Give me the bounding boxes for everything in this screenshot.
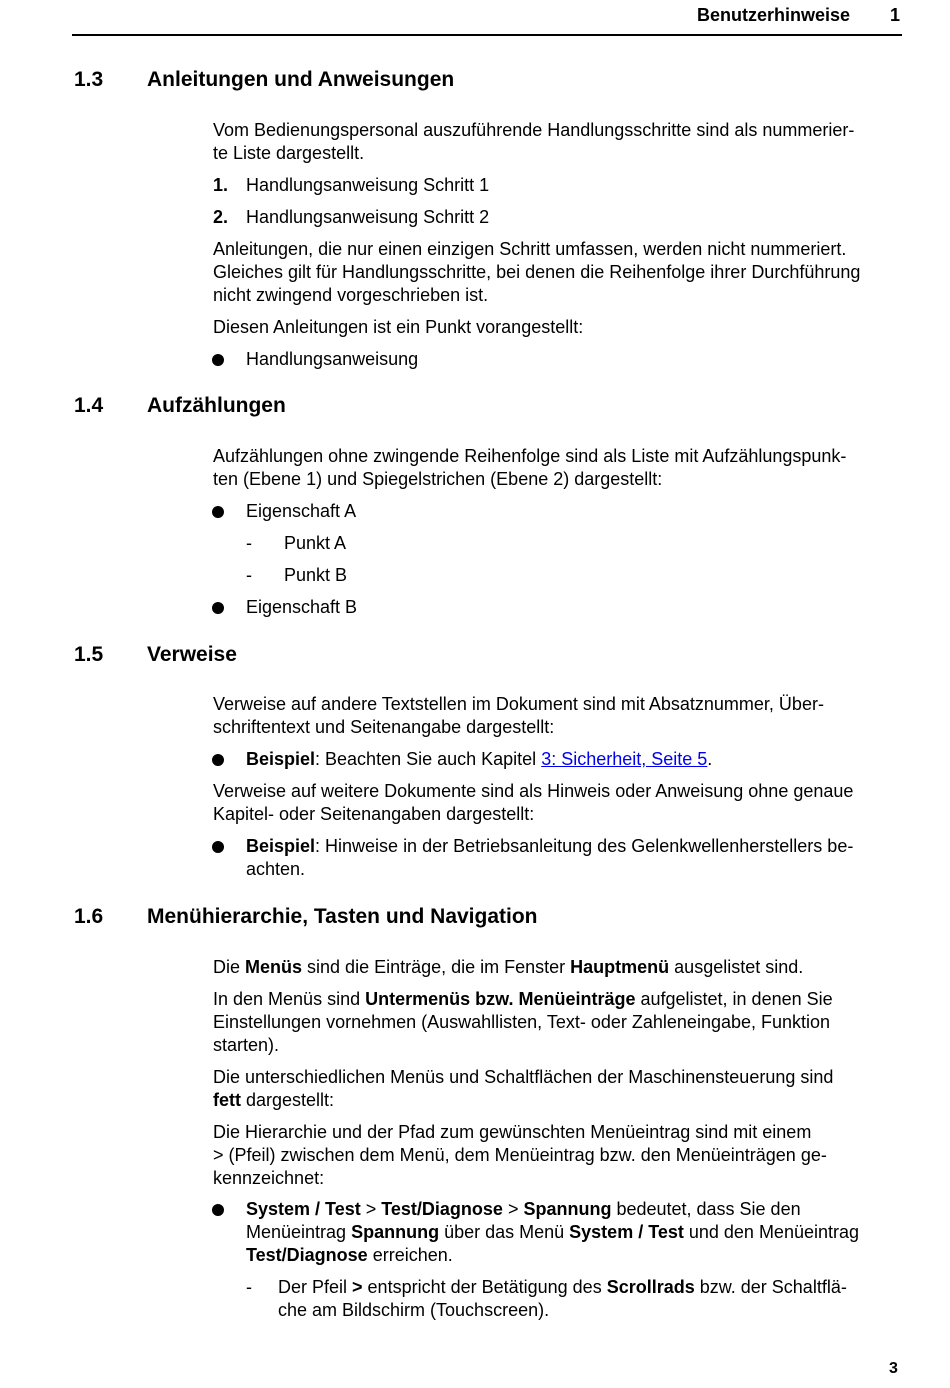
step-2-number: 2. bbox=[213, 207, 229, 227]
sub-item-punkt-a: Punkt A bbox=[284, 533, 347, 553]
step-1-number: 1. bbox=[213, 175, 229, 195]
s16-paragraph-1: Die Menüs sind die Einträge, die im Fenster Hauptmenü ausgelistet sind. bbox=[213, 957, 804, 977]
example-1: Beispiel: Beachten Sie auch Kapitel 3: Sicherheit, Seite 5. bbox=[246, 749, 713, 769]
dash-icon: - bbox=[246, 565, 252, 585]
bullet-icon bbox=[212, 354, 224, 366]
page-number: 3 bbox=[889, 1360, 898, 1377]
running-header-chapter: 1 bbox=[890, 5, 901, 25]
s16-paragraph-4: Die Hierarchie und der Pfad zum gewünschten Menüeintrag sind mit einem > (Pfeil) zwischen dem Menü, dem Menüeintrag bzw. den Menüeinträgen ge- kennzeichnet: bbox=[213, 1122, 827, 1188]
bullet-icon bbox=[212, 1204, 224, 1216]
s15-paragraph-2: Verweise auf weitere Dokumente sind als Hinweis oder Anweisung ohne genaue Kapitel- oder Seitenangaben dargestellt: bbox=[213, 781, 854, 824]
example-2: Beispiel: Hinweise in der Betriebsanleitung des Gelenkwellenherstellers be- achten. bbox=[246, 836, 854, 879]
section-heading-1-3: 1.3 Anleitungen und Anweisungen bbox=[74, 68, 455, 91]
menu-path-example: System / Test > Test/Diagnose > Spannung bedeutet, dass Sie den Menüeintrag Spannung über das Menü System / Test und den Menüeintrag Test/Diagnose erreichen. bbox=[246, 1199, 860, 1265]
running-header-title: Benutzerhinweise bbox=[696, 5, 850, 25]
bullet-icon bbox=[212, 754, 224, 766]
dash-icon: - bbox=[246, 533, 252, 553]
s15-intro: Verweise auf andere Textstellen im Dokument sind mit Absatznummer, Über- schriftentext und Seitenangabe dargestellt: bbox=[213, 694, 824, 737]
s13-bullet-item: Handlungsanweisung bbox=[246, 349, 419, 369]
s16-paragraph-3: Die unterschiedlichen Menüs und Schaltflächen der Maschinensteuerung sind fett dargestellt: bbox=[213, 1067, 834, 1110]
s13-paragraph-3: Diesen Anleitungen ist ein Punkt vorangestellt: bbox=[213, 317, 584, 337]
bullet-icon bbox=[212, 841, 224, 853]
section-heading-1-5: 1.5 Verweise bbox=[74, 643, 237, 666]
dash-icon: - bbox=[246, 1277, 252, 1297]
header-rule bbox=[72, 34, 902, 36]
arrow-explanation: Der Pfeil > entspricht der Betätigung des Scrollrads bzw. der Schaltflä- che am Bildschirm (Touchscreen). bbox=[278, 1277, 847, 1320]
chapter-3-link[interactable]: 3: Sicherheit, Seite 5 bbox=[541, 749, 708, 769]
step-2: Handlungsanweisung Schritt 2 bbox=[246, 207, 490, 227]
s13-intro: Vom Bedienungspersonal auszuführende Handlungsschritte sind als nummerier- te Liste dargestellt. bbox=[213, 120, 855, 163]
s13-paragraph-2: Anleitungen, die nur einen einzigen Schritt umfassen, werden nicht nummeriert. Gleiches gilt für Handlungsschritte, bei denen die Reihenfolge ihrer Durchführung nicht zwingend vorgeschrieben ist. bbox=[213, 239, 861, 305]
section-heading-1-6: 1.6 Menühierarchie, Tasten und Navigation bbox=[74, 905, 538, 928]
bullet-icon bbox=[212, 506, 224, 518]
sub-item-punkt-b: Punkt B bbox=[284, 565, 348, 585]
s14-intro: Aufzählungen ohne zwingende Reihenfolge sind als Liste mit Aufzählungspunk- ten (Ebene 1) und Spiegelstrichen (Ebene 2) dargestellt: bbox=[213, 446, 847, 489]
list-item-eigenschaft-a: Eigenschaft A bbox=[246, 501, 357, 521]
bullet-icon bbox=[212, 602, 224, 614]
s16-paragraph-2: In den Menüs sind Untermenüs bzw. Menüeinträge aufgelistet, in denen Sie Einstellungen vornehmen (Auswahllisten, Text- oder Zahleneingabe, Funktion starten). bbox=[213, 989, 833, 1055]
step-1: Handlungsanweisung Schritt 1 bbox=[246, 175, 490, 195]
section-heading-1-4: 1.4 Aufzählungen bbox=[74, 394, 286, 417]
list-item-eigenschaft-b: Eigenschaft B bbox=[246, 597, 358, 617]
